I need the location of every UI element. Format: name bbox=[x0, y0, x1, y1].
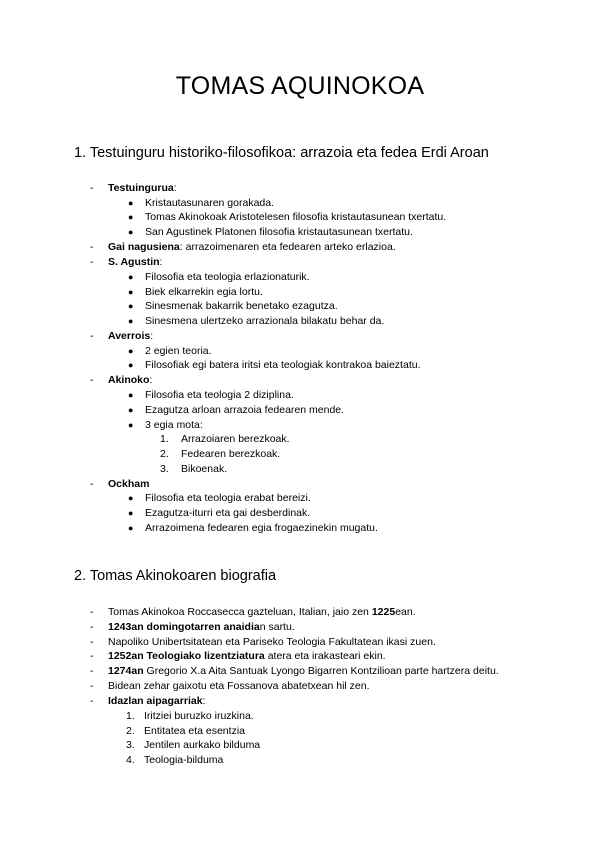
bullet-icon: ● bbox=[128, 198, 134, 208]
dash-marker: - bbox=[90, 478, 94, 490]
label-suffix: : arrazoimenaren eta fedearen arteko erlazioa. bbox=[179, 241, 396, 253]
label-bold: S. Agustin bbox=[108, 256, 160, 268]
bullet-icon: ● bbox=[128, 493, 134, 503]
label-bold: Akinoko bbox=[108, 374, 150, 386]
item-label bbox=[108, 255, 162, 269]
list-item-text: 3 egia mota: bbox=[145, 419, 203, 431]
text-part: ean. bbox=[395, 606, 416, 618]
list-item-text: Filosofiak egi batera iritsi eta teologiak kontrakoa baieztatu. bbox=[145, 359, 421, 371]
list-item-text: Bidean zehar gaixotu eta Fossanova abatetxean hil zen. bbox=[108, 680, 370, 692]
text-part: atera eta irakasteari ekin. bbox=[264, 650, 386, 662]
bullet-icon: ● bbox=[128, 523, 134, 533]
section-heading-biography: 2. Tomas Akinokoaren biografia bbox=[74, 568, 277, 584]
list-item-text: Filosofia eta teologia 2 diziplina. bbox=[145, 389, 294, 401]
list-item-text: Bikoenak. bbox=[181, 463, 228, 475]
dash-marker: - bbox=[90, 182, 94, 194]
list-item-text bbox=[108, 664, 499, 678]
list-item-text: Entitatea eta esentzia bbox=[144, 725, 245, 737]
text-part: Gregorio X.a Aita Santuak Lyongo Bigarren Kontzilioan parte hartzera deitu. bbox=[143, 665, 499, 677]
bullet-icon: ● bbox=[128, 508, 134, 518]
list-number: 4. bbox=[126, 754, 135, 766]
text-bold: 1252an Teologiako lizentziatura bbox=[108, 650, 265, 662]
dash-marker: - bbox=[90, 241, 94, 253]
bullet-icon: ● bbox=[128, 212, 134, 222]
list-number: 1. bbox=[160, 433, 169, 445]
list-item-text: Kristautasunaren gorakada. bbox=[145, 197, 274, 209]
list-item-text: Sinesmena ulertzeko arrazionala bilakatu behar da. bbox=[145, 315, 385, 327]
dash-marker: - bbox=[90, 330, 94, 342]
dash-marker: - bbox=[90, 636, 94, 648]
list-item-text: Biek elkarrekin egia lortu. bbox=[145, 286, 263, 298]
list-item-text: Tomas Akinokoak Aristotelesen filosofia kristautasunean txertatu. bbox=[145, 211, 447, 223]
item-label bbox=[108, 240, 396, 254]
list-item-text: San Agustinek Platonen filosofia kristautasunean txertatu. bbox=[145, 226, 413, 238]
bullet-icon: ● bbox=[128, 390, 134, 400]
label-bold: Ockham bbox=[108, 478, 150, 490]
list-item-text: Sinesmenak bakarrik benetako ezagutza. bbox=[145, 300, 338, 312]
text-bold: 1225 bbox=[371, 606, 396, 618]
text-part: n sartu. bbox=[259, 621, 295, 633]
dash-marker: - bbox=[90, 606, 94, 618]
label-suffix: : bbox=[202, 695, 206, 707]
dash-marker: - bbox=[90, 621, 94, 633]
list-number: 1. bbox=[126, 710, 135, 722]
label-suffix: : bbox=[173, 182, 177, 194]
bullet-icon: ● bbox=[128, 287, 134, 297]
dash-marker: - bbox=[90, 374, 94, 386]
list-item-text: 2 egien teoria. bbox=[145, 345, 212, 357]
text-bold: 1274an bbox=[108, 665, 144, 677]
list-item-text: Jentilen aurkako bilduma bbox=[144, 739, 261, 751]
list-item-text: Filosofia eta teologia erlazionaturik. bbox=[145, 271, 310, 283]
list-number: 3. bbox=[160, 463, 169, 475]
list-item-text: Napoliko Unibertsitatean eta Pariseko Teologia Fakultatean ikasi zuen. bbox=[108, 636, 436, 648]
list-number: 3. bbox=[126, 739, 135, 751]
list-item-text: Teologia-bilduma bbox=[144, 754, 224, 766]
dash-marker: - bbox=[90, 695, 94, 707]
list-item-text bbox=[108, 649, 386, 663]
list-item-text: Ezagutza-iturri eta gai desberdinak. bbox=[145, 507, 311, 519]
list-item-text: Filosofia eta teologia erabat bereizi. bbox=[145, 492, 311, 504]
list-number: 2. bbox=[126, 725, 135, 737]
label-suffix: : bbox=[159, 256, 163, 268]
label-bold: Idazlan aipagarriak bbox=[108, 695, 203, 707]
label-bold: Gai nagusiena bbox=[108, 241, 180, 253]
item-label bbox=[108, 477, 149, 491]
dash-marker: - bbox=[90, 665, 94, 677]
bullet-icon: ● bbox=[128, 420, 134, 430]
bullet-icon: ● bbox=[128, 405, 134, 415]
list-item-text: Arrazoiaren berezkoak. bbox=[181, 433, 290, 445]
bullet-icon: ● bbox=[128, 272, 134, 282]
label-bold: Averrois bbox=[108, 330, 151, 342]
list-item-text bbox=[108, 605, 416, 619]
dash-marker: - bbox=[90, 680, 94, 692]
text-part: Tomas Akinokoa Roccasecca gazteluan, Italian, jaio zen bbox=[108, 606, 372, 618]
item-label bbox=[108, 694, 205, 708]
list-number: 2. bbox=[160, 448, 169, 460]
section-heading-context: 1. Testuinguru historiko-filosofikoa: arrazoia eta fedea Erdi Aroan bbox=[74, 145, 489, 161]
dash-marker: - bbox=[90, 650, 94, 662]
list-item-text: Arrazoimena fedearen egia frogaezinekin mugatu. bbox=[145, 522, 378, 534]
list-item-text: Iritziei buruzko iruzkina. bbox=[144, 710, 254, 722]
text-bold: 1243an domingotarren anaidia bbox=[108, 621, 260, 633]
label-suffix: : bbox=[150, 330, 154, 342]
page-title: TOMAS AQUINOKOA bbox=[175, 72, 425, 100]
label-suffix: : bbox=[149, 374, 153, 386]
bullet-icon: ● bbox=[128, 346, 134, 356]
item-label bbox=[108, 181, 177, 195]
dash-marker: - bbox=[90, 256, 94, 268]
label-bold: Testuingurua bbox=[108, 182, 174, 194]
list-item-text bbox=[108, 620, 295, 634]
bullet-icon: ● bbox=[128, 316, 134, 326]
list-item-text: Ezagutza arloan arrazoia fedearen mende. bbox=[145, 404, 345, 416]
bullet-icon: ● bbox=[128, 227, 134, 237]
bullet-icon: ● bbox=[128, 301, 134, 311]
list-item-text: Fedearen berezkoak. bbox=[181, 448, 281, 460]
item-label bbox=[108, 329, 153, 343]
bullet-icon: ● bbox=[128, 360, 134, 370]
item-label bbox=[108, 373, 152, 387]
